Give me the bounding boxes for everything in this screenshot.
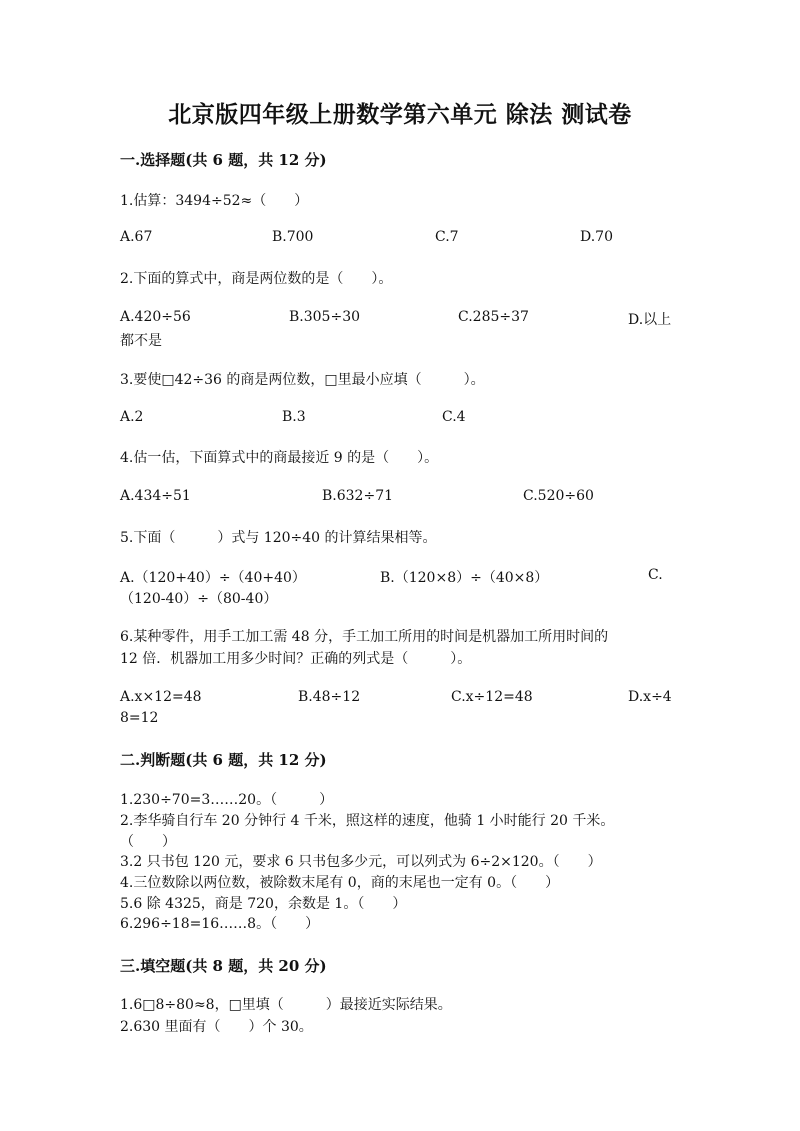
question-stem: 4.估一估，下面算式中的商最接近 9 的是（ ）。: [120, 450, 439, 466]
fill-item: 2.630 里面有（ ）个 30。: [120, 1019, 313, 1035]
option: B.632÷71: [322, 488, 394, 504]
judge-item: 1.230÷70=3……20。（ ）: [120, 792, 334, 808]
section-heading-choice: 一.选择题(共 6 题，共 12 分): [120, 151, 327, 169]
option: B.700: [272, 229, 314, 245]
judge-item: 6.296÷18=16……8。（ ）: [120, 916, 320, 932]
option: B.3: [282, 409, 306, 425]
section-heading-fill: 三.填空题(共 8 题，共 20 分): [120, 957, 327, 975]
option: B.48÷12: [298, 689, 361, 705]
option: A.（120+40）÷（40+40）: [120, 570, 306, 586]
option: A.x×12=48: [120, 689, 202, 705]
option-continuation: 8=12: [120, 710, 159, 726]
judge-item: 2.李华骑自行车 20 分钟行 4 千米，照这样的速度，他骑 1 小时能行 20 千米。: [120, 813, 615, 829]
question-stem: 2.下面的算式中，商是两位数的是（ ）。: [120, 271, 393, 287]
option: A.420÷56: [120, 309, 191, 325]
option: C.285÷37: [458, 309, 529, 325]
judge-item-continuation: （ ）: [120, 834, 176, 850]
question-stem: 5.下面（ ）式与 120÷40 的计算结果相等。: [120, 530, 437, 546]
page-title: 北京版四年级上册数学第六单元 除法 测试卷: [168, 101, 632, 128]
question-stem-continuation: 12 倍．机器加工用多少时间？正确的列式是（ ）。: [120, 651, 472, 667]
option: A.67: [120, 229, 153, 245]
option: C.4: [442, 409, 466, 425]
judge-item: 4.三位数除以两位数，被除数末尾有 0，商的末尾也一定有 0。（ ）: [120, 875, 560, 891]
option: B.（120×8）÷（40×8）: [380, 570, 549, 586]
question-stem: 3.要使□42÷36 的商是两位数，□里最小应填（ ）。: [120, 372, 485, 388]
section-heading-judge: 二.判断题(共 6 题，共 12 分): [120, 751, 327, 769]
option-continuation: （120-40）÷（80-40）: [120, 591, 278, 607]
option: C.7: [435, 229, 459, 245]
option-continuation: 都不是: [120, 333, 162, 349]
option: C.x÷12=48: [451, 689, 533, 705]
judge-item: 3.2 只书包 120 元，要求 6 只书包多少元，可以列式为 6÷2×120。（ ）: [120, 854, 602, 870]
question-stem: 1.估算：3494÷52≈（ ）: [120, 193, 309, 209]
option: D.70: [580, 229, 613, 245]
option: A.2: [120, 409, 144, 425]
option: A.434÷51: [120, 488, 191, 504]
judge-item: 5.6 除 4325，商是 720，余数是 1。（ ）: [120, 896, 407, 912]
fill-item: 1.6□8÷80≈8，□里填（ ）最接近实际结果。: [120, 997, 452, 1013]
option: D.x÷4: [628, 689, 672, 705]
option: B.305÷30: [289, 309, 361, 325]
option: C.: [648, 567, 663, 583]
option: C.520÷60: [523, 488, 594, 504]
question-stem: 6.某种零件，用手工加工需 48 分，手工加工所用的时间是机器加工所用时间的: [120, 629, 609, 645]
option: D.以上: [628, 312, 672, 328]
